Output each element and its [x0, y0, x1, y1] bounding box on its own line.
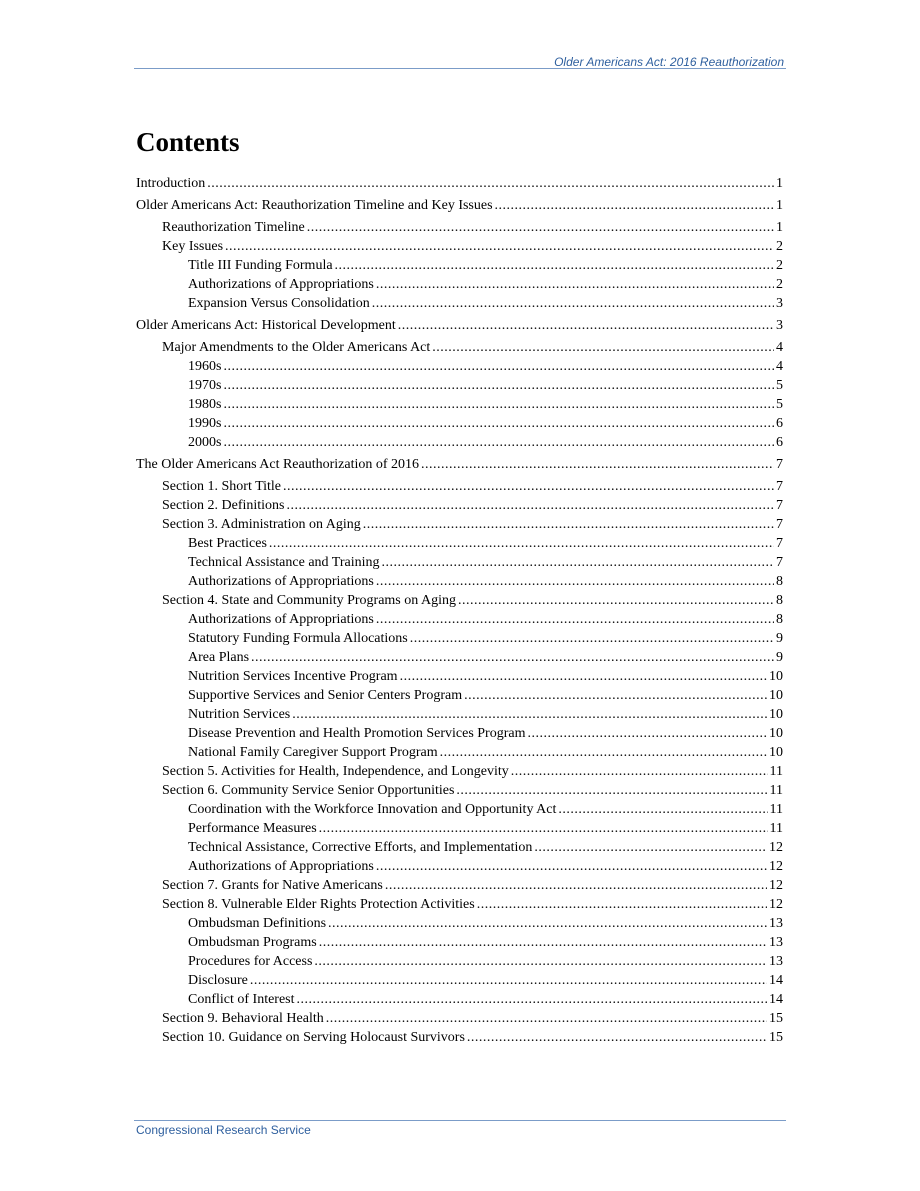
- toc-page-number: 6: [776, 435, 783, 450]
- dot-leader: [223, 395, 774, 414]
- footer-publisher: Congressional Research Service: [136, 1123, 311, 1137]
- toc-page-number: 4: [776, 359, 783, 374]
- toc-entry[interactable]: [136, 743, 783, 762]
- dot-leader: [328, 914, 767, 933]
- dot-leader: [376, 857, 767, 876]
- toc-entry-title: Section 5. Activities for Health, Independence, and Longevity: [162, 764, 509, 779]
- dot-leader: [464, 686, 767, 705]
- toc-page-number: 10: [769, 745, 783, 760]
- toc-page-number: 13: [769, 954, 783, 969]
- toc-entry[interactable]: [136, 196, 783, 215]
- toc-entry[interactable]: [136, 914, 783, 933]
- toc-entry[interactable]: [136, 724, 783, 743]
- toc-entry[interactable]: [136, 316, 783, 335]
- toc-entry-title: 1960s: [188, 359, 222, 374]
- dot-leader: [385, 876, 767, 895]
- footer-divider: [134, 1120, 786, 1121]
- dot-leader: [421, 455, 774, 474]
- toc-entry-title: 1980s: [188, 397, 222, 412]
- toc-entry-title: Title III Funding Formula: [188, 258, 333, 273]
- dot-leader: [534, 838, 767, 857]
- dot-leader: [225, 237, 774, 256]
- toc-page-number: 12: [769, 897, 783, 912]
- toc-entry-title: Section 3. Administration on Aging: [162, 517, 361, 532]
- header-divider: [134, 68, 786, 69]
- dot-leader: [223, 414, 774, 433]
- toc-entry[interactable]: [136, 237, 783, 256]
- toc-entry[interactable]: [136, 338, 783, 357]
- dot-leader: [558, 800, 767, 819]
- toc-page-number: 7: [776, 555, 783, 570]
- toc-entry-title: Ombudsman Programs: [188, 935, 317, 950]
- toc-entry-title: Nutrition Services Incentive Program: [188, 669, 398, 684]
- toc-entry[interactable]: [136, 414, 783, 433]
- toc-page-number: 2: [776, 258, 783, 273]
- toc-entry[interactable]: [136, 174, 783, 193]
- toc-entry[interactable]: [136, 800, 783, 819]
- toc-entry[interactable]: [136, 952, 783, 971]
- toc-entry-title: Performance Measures: [188, 821, 317, 836]
- toc-page-number: 1: [776, 220, 783, 235]
- dot-leader: [382, 553, 775, 572]
- toc-page-number: 8: [776, 574, 783, 589]
- toc-page-number: 4: [776, 340, 783, 355]
- toc-entry-title: Section 9. Behavioral Health: [162, 1011, 324, 1026]
- dot-leader: [307, 218, 774, 237]
- toc-entry-title: Major Amendments to the Older Americans Act: [162, 340, 431, 355]
- toc-page-number: 15: [769, 1011, 783, 1026]
- toc-entry-title: Technical Assistance, Corrective Efforts, and Implementation: [188, 840, 533, 855]
- toc-entry[interactable]: [136, 357, 783, 376]
- toc-entry[interactable]: [136, 629, 783, 648]
- toc-page-number: 2: [776, 277, 783, 292]
- toc-entry[interactable]: [136, 686, 783, 705]
- dot-leader: [432, 338, 774, 357]
- running-header: Older Americans Act: 2016 Reauthorization: [554, 55, 784, 69]
- toc-page-number: 10: [769, 688, 783, 703]
- toc-page-number: 14: [769, 973, 783, 988]
- dot-leader: [207, 174, 774, 193]
- dot-leader: [319, 933, 767, 952]
- toc-entry-title: Section 1. Short Title: [162, 479, 282, 494]
- toc-entry-title: Section 4. State and Community Programs on Aging: [162, 593, 456, 608]
- toc-entry-title: Disclosure: [188, 973, 248, 988]
- toc-page-number: 9: [776, 650, 783, 665]
- toc-entry-title: Authorizations of Appropriations: [188, 859, 374, 874]
- toc-page-number: 1: [776, 176, 783, 191]
- dot-leader: [251, 648, 774, 667]
- toc-page-number: 7: [776, 457, 783, 472]
- toc-entry-title: 2000s: [188, 435, 222, 450]
- toc-entry-title: Ombudsman Definitions: [188, 916, 327, 931]
- toc-entry[interactable]: [136, 838, 783, 857]
- toc-entry-title: Introduction: [136, 176, 206, 191]
- dot-leader: [297, 990, 767, 1009]
- dot-leader: [376, 572, 774, 591]
- dot-leader: [250, 971, 767, 990]
- dot-leader: [456, 781, 767, 800]
- dot-leader: [319, 819, 768, 838]
- toc-entry-title: National Family Caregiver Support Program: [188, 745, 438, 760]
- toc-page-number: 3: [776, 318, 783, 333]
- dot-leader: [363, 515, 774, 534]
- toc-page-number: 11: [769, 802, 783, 817]
- dot-leader: [527, 724, 767, 743]
- toc-entry[interactable]: [136, 876, 783, 895]
- toc-page-number: 11: [769, 764, 783, 779]
- toc-page-number: 10: [769, 707, 783, 722]
- dot-leader: [400, 667, 767, 686]
- toc-page-number: 7: [776, 536, 783, 551]
- toc-page-number: 13: [769, 916, 783, 931]
- toc-entry[interactable]: [136, 705, 783, 724]
- dot-leader: [376, 610, 774, 629]
- toc-entry[interactable]: [136, 534, 783, 553]
- toc-entry-title: Section 7. Grants for Native Americans: [162, 878, 383, 893]
- toc-page-number: 12: [769, 878, 783, 893]
- toc-entry[interactable]: [136, 395, 783, 414]
- toc-entry-title: Authorizations of Appropriations: [188, 574, 374, 589]
- toc-entry[interactable]: [136, 376, 783, 395]
- toc-page-number: 7: [776, 479, 783, 494]
- toc-entry[interactable]: [136, 218, 783, 237]
- dot-leader: [458, 591, 774, 610]
- toc-entry[interactable]: [136, 1009, 783, 1028]
- toc-entry-title: Expansion Versus Consolidation: [188, 296, 370, 311]
- toc-entry-title: The Older Americans Act Reauthorization of 2016: [136, 457, 420, 472]
- toc-page-number: 11: [769, 783, 783, 798]
- toc-entry[interactable]: [136, 933, 783, 952]
- toc-entry-title: Statutory Funding Formula Allocations: [188, 631, 408, 646]
- toc-entry-title: Section 6. Community Service Senior Opportunities: [162, 783, 455, 798]
- toc-entry-title: Conflict of Interest: [188, 992, 295, 1007]
- toc-page-number: 7: [776, 517, 783, 532]
- toc-page-number: 12: [769, 859, 783, 874]
- toc-entry-title: Authorizations of Appropriations: [188, 277, 374, 292]
- toc-page-number: 8: [776, 612, 783, 627]
- table-of-contents: [136, 174, 783, 1047]
- toc-entry[interactable]: [136, 762, 783, 781]
- toc-entry[interactable]: [136, 971, 783, 990]
- toc-entry-title: Older Americans Act: Reauthorization Timeline and Key Issues: [136, 198, 493, 213]
- dot-leader: [335, 256, 774, 275]
- dot-leader: [314, 952, 767, 971]
- toc-entry-title: 1970s: [188, 378, 222, 393]
- toc-page-number: 10: [769, 726, 783, 741]
- toc-entry[interactable]: [136, 857, 783, 876]
- toc-entry[interactable]: [136, 610, 783, 629]
- toc-entry-title: Nutrition Services: [188, 707, 291, 722]
- toc-entry[interactable]: [136, 648, 783, 667]
- toc-entry-title: 1990s: [188, 416, 222, 431]
- toc-entry-title: Coordination with the Workforce Innovation and Opportunity Act: [188, 802, 557, 817]
- toc-entry[interactable]: [136, 572, 783, 591]
- toc-entry-title: Disease Prevention and Health Promotion Services Program: [188, 726, 526, 741]
- dot-leader: [372, 294, 774, 313]
- toc-entry-title: Section 2. Definitions: [162, 498, 285, 513]
- dot-leader: [410, 629, 774, 648]
- dot-leader: [223, 357, 774, 376]
- dot-leader: [511, 762, 768, 781]
- dot-leader: [398, 316, 774, 335]
- toc-entry-title: Section 10. Guidance on Serving Holocaust Survivors: [162, 1030, 465, 1045]
- toc-page-number: 10: [769, 669, 783, 684]
- toc-entry[interactable]: [136, 433, 783, 452]
- dot-leader: [495, 196, 774, 215]
- toc-page-number: 5: [776, 378, 783, 393]
- toc-entry[interactable]: [136, 895, 783, 914]
- toc-entry[interactable]: [136, 294, 783, 313]
- dot-leader: [287, 496, 775, 515]
- toc-page-number: 11: [769, 821, 783, 836]
- toc-entry-title: Procedures for Access: [188, 954, 313, 969]
- dot-leader: [440, 743, 767, 762]
- dot-leader: [326, 1009, 767, 1028]
- toc-entry-title: Area Plans: [188, 650, 250, 665]
- toc-entry[interactable]: [136, 990, 783, 1009]
- toc-entry[interactable]: [136, 591, 783, 610]
- toc-entry-title: Best Practices: [188, 536, 267, 551]
- toc-page-number: 5: [776, 397, 783, 412]
- toc-entry-title: Older Americans Act: Historical Development: [136, 318, 396, 333]
- toc-entry[interactable]: [136, 256, 783, 275]
- toc-entry[interactable]: [136, 667, 783, 686]
- toc-entry[interactable]: [136, 515, 783, 534]
- toc-entry-title: Reauthorization Timeline: [162, 220, 305, 235]
- toc-page-number: 14: [769, 992, 783, 1007]
- toc-page-number: 6: [776, 416, 783, 431]
- toc-entry[interactable]: [136, 496, 783, 515]
- toc-page-number: 1: [776, 198, 783, 213]
- dot-leader: [283, 477, 774, 496]
- toc-entry[interactable]: [136, 553, 783, 572]
- toc-entry[interactable]: [136, 455, 783, 474]
- dot-leader: [269, 534, 774, 553]
- toc-page-number: 12: [769, 840, 783, 855]
- toc-entry[interactable]: [136, 781, 783, 800]
- toc-entry-title: Supportive Services and Senior Centers Program: [188, 688, 463, 703]
- toc-entry-title: Key Issues: [162, 239, 224, 254]
- toc-entry[interactable]: [136, 477, 783, 496]
- dot-leader: [292, 705, 767, 724]
- toc-entry[interactable]: [136, 819, 783, 838]
- dot-leader: [223, 376, 774, 395]
- toc-entry[interactable]: [136, 275, 783, 294]
- dot-leader: [223, 433, 774, 452]
- toc-page-number: 9: [776, 631, 783, 646]
- page-title: Contents: [136, 127, 240, 157]
- toc-page-number: 3: [776, 296, 783, 311]
- toc-page-number: 8: [776, 593, 783, 608]
- toc-entry-title: Technical Assistance and Training: [188, 555, 380, 570]
- dot-leader: [477, 895, 767, 914]
- dot-leader: [467, 1028, 767, 1047]
- toc-page-number: 7: [776, 498, 783, 513]
- toc-page-number: 2: [776, 239, 783, 254]
- toc-entry-title: Section 8. Vulnerable Elder Rights Protection Activities: [162, 897, 475, 912]
- toc-entry-title: Authorizations of Appropriations: [188, 612, 374, 627]
- toc-entry[interactable]: [136, 1028, 783, 1047]
- toc-page-number: 13: [769, 935, 783, 950]
- dot-leader: [376, 275, 774, 294]
- toc-page-number: 15: [769, 1030, 783, 1045]
